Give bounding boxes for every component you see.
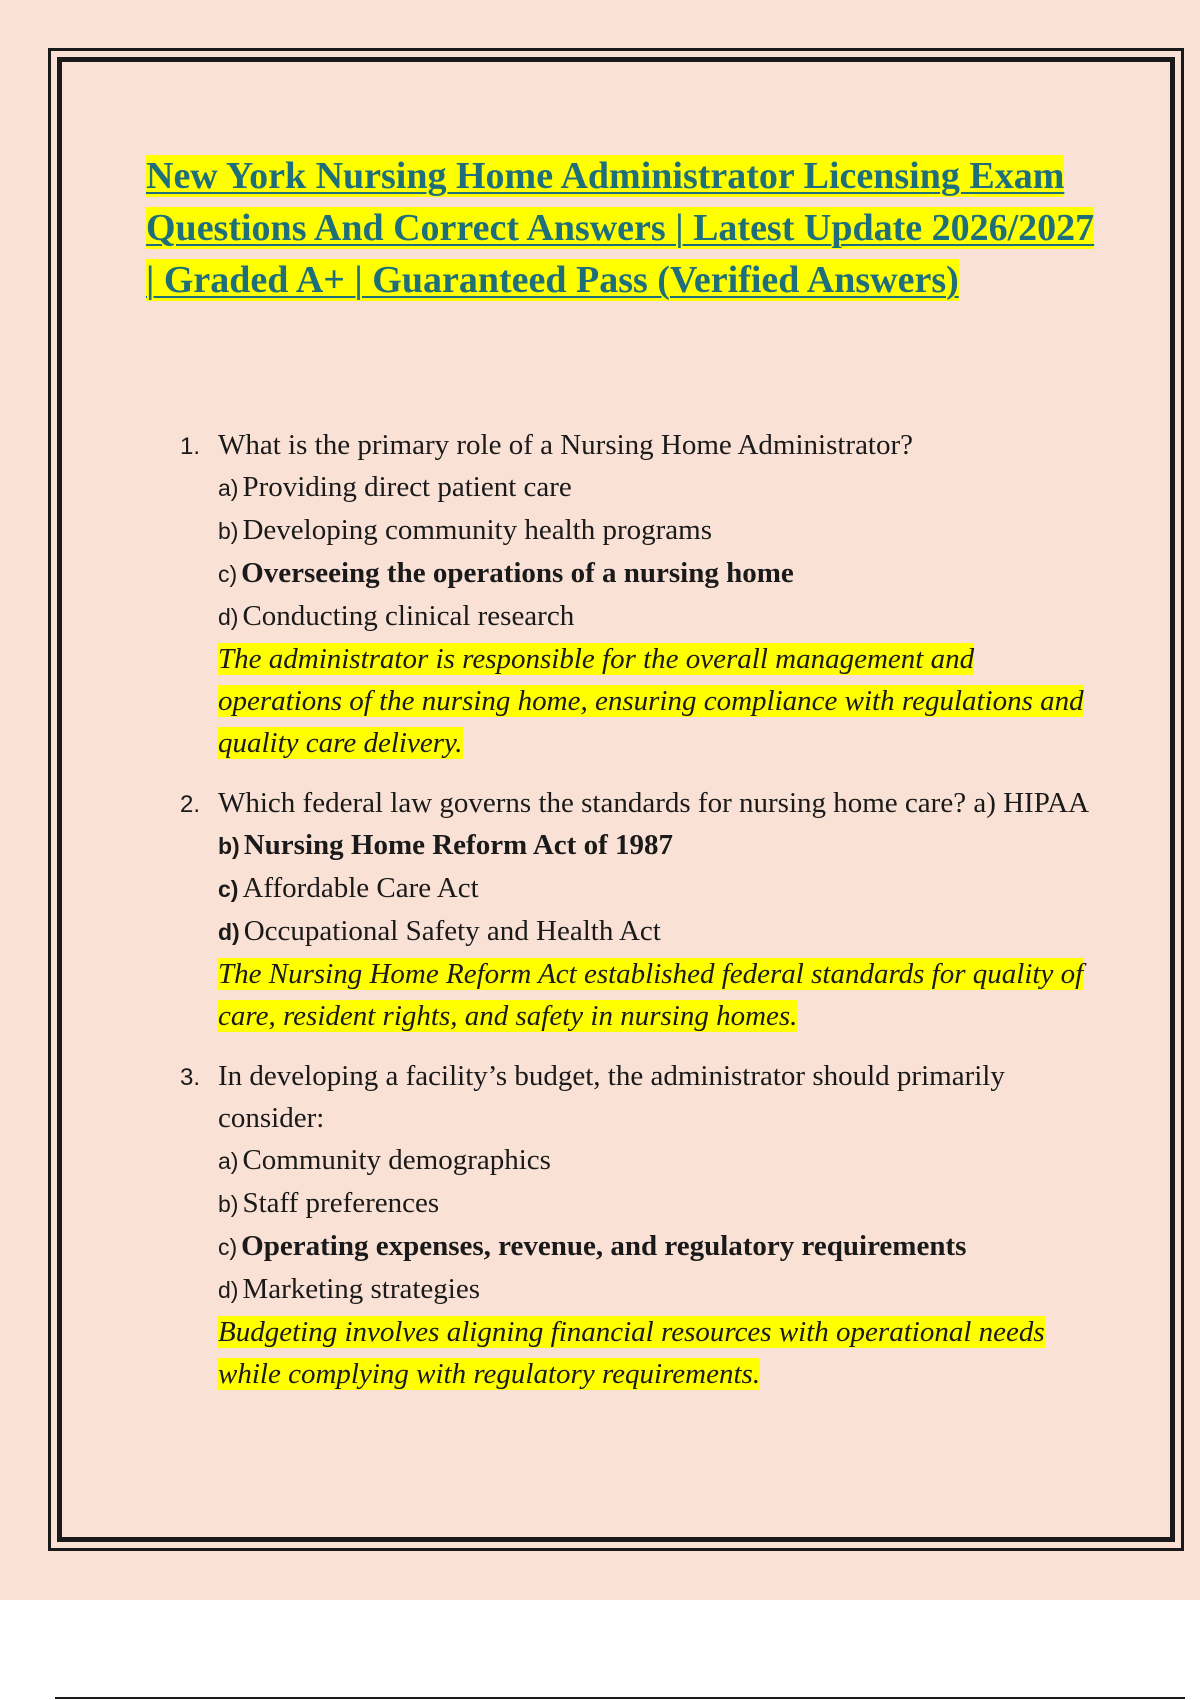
option-text: Marketing strategies (242, 1273, 481, 1305)
question-text: In developing a facility’s budget, the administrator should primarily consider: (218, 1060, 1005, 1134)
option-d (218, 595, 1100, 638)
option-c-correct (218, 552, 1100, 595)
option-b (218, 1182, 1100, 1225)
explanation-text: Budgeting involves aligning financial resources with operational needs while complying with regulatory requirements. (218, 1316, 1045, 1390)
option-text: Developing community health programs (242, 514, 712, 546)
option-a (218, 1139, 1100, 1182)
document-title (146, 150, 1096, 306)
option-c-correct (218, 1225, 1100, 1268)
question-number: 2. (180, 791, 201, 818)
option-text: Occupational Safety and Health Act (243, 915, 661, 947)
option-d (218, 1268, 1100, 1311)
option-letter: a) (218, 1148, 239, 1174)
option-text: Affordable Care Act (242, 872, 479, 904)
option-letter: b) (218, 518, 239, 544)
explanation-text: The administrator is responsible for the overall management and operations of the nursing home, ensuring compliance with regulations and quality care delivery. (218, 643, 1084, 759)
question-list (180, 424, 1100, 1413)
option-text: Providing direct patient care (242, 471, 572, 503)
option-letter: c) (218, 561, 238, 587)
explanation-text: The Nursing Home Reform Act established federal standards for quality of care, resident rights, and safety in nursing homes. (218, 958, 1084, 1032)
option-letter: b) (218, 1191, 239, 1217)
document-title-text: New York Nursing Home Administrator Licensing Exam Questions And Correct Answers | Latest Update 2026/2027 | Graded A+ | Guaranteed Pass (Verified Answers) (146, 155, 1095, 301)
correct-answer-text: Operating expenses, revenue, and regulatory requirements (241, 1230, 967, 1262)
option-a (218, 466, 1100, 509)
question-2 (180, 782, 1100, 1037)
question-text: Which federal law governs the standards for nursing home care? a) HIPAA (218, 787, 1090, 819)
question-text: What is the primary role of a Nursing Home Administrator? (218, 429, 914, 461)
option-letter: c) (218, 876, 239, 902)
option-b (218, 509, 1100, 552)
correct-answer-text: Nursing Home Reform Act of 1987 (243, 829, 673, 861)
option-letter: b) (218, 833, 240, 859)
option-text: Staff preferences (242, 1187, 440, 1219)
option-c (218, 867, 1100, 910)
footer-divider (55, 1697, 1185, 1699)
question-number: 3. (180, 1064, 201, 1091)
option-b-correct (218, 824, 1100, 867)
option-text: Conducting clinical research (242, 600, 575, 632)
question-1 (180, 424, 1100, 764)
option-text: Community demographics (242, 1144, 551, 1176)
answer-explanation (218, 638, 1100, 764)
option-letter: c) (218, 1234, 238, 1260)
option-letter: d) (218, 604, 239, 630)
option-letter: d) (218, 1277, 239, 1303)
option-d (218, 910, 1100, 953)
answer-explanation (218, 953, 1100, 1037)
question-3 (180, 1055, 1100, 1395)
option-letter: a) (218, 475, 239, 501)
question-number: 1. (180, 433, 201, 460)
correct-answer-text: Overseeing the operations of a nursing home (241, 557, 794, 589)
option-letter: d) (218, 919, 240, 945)
answer-explanation (218, 1311, 1100, 1395)
